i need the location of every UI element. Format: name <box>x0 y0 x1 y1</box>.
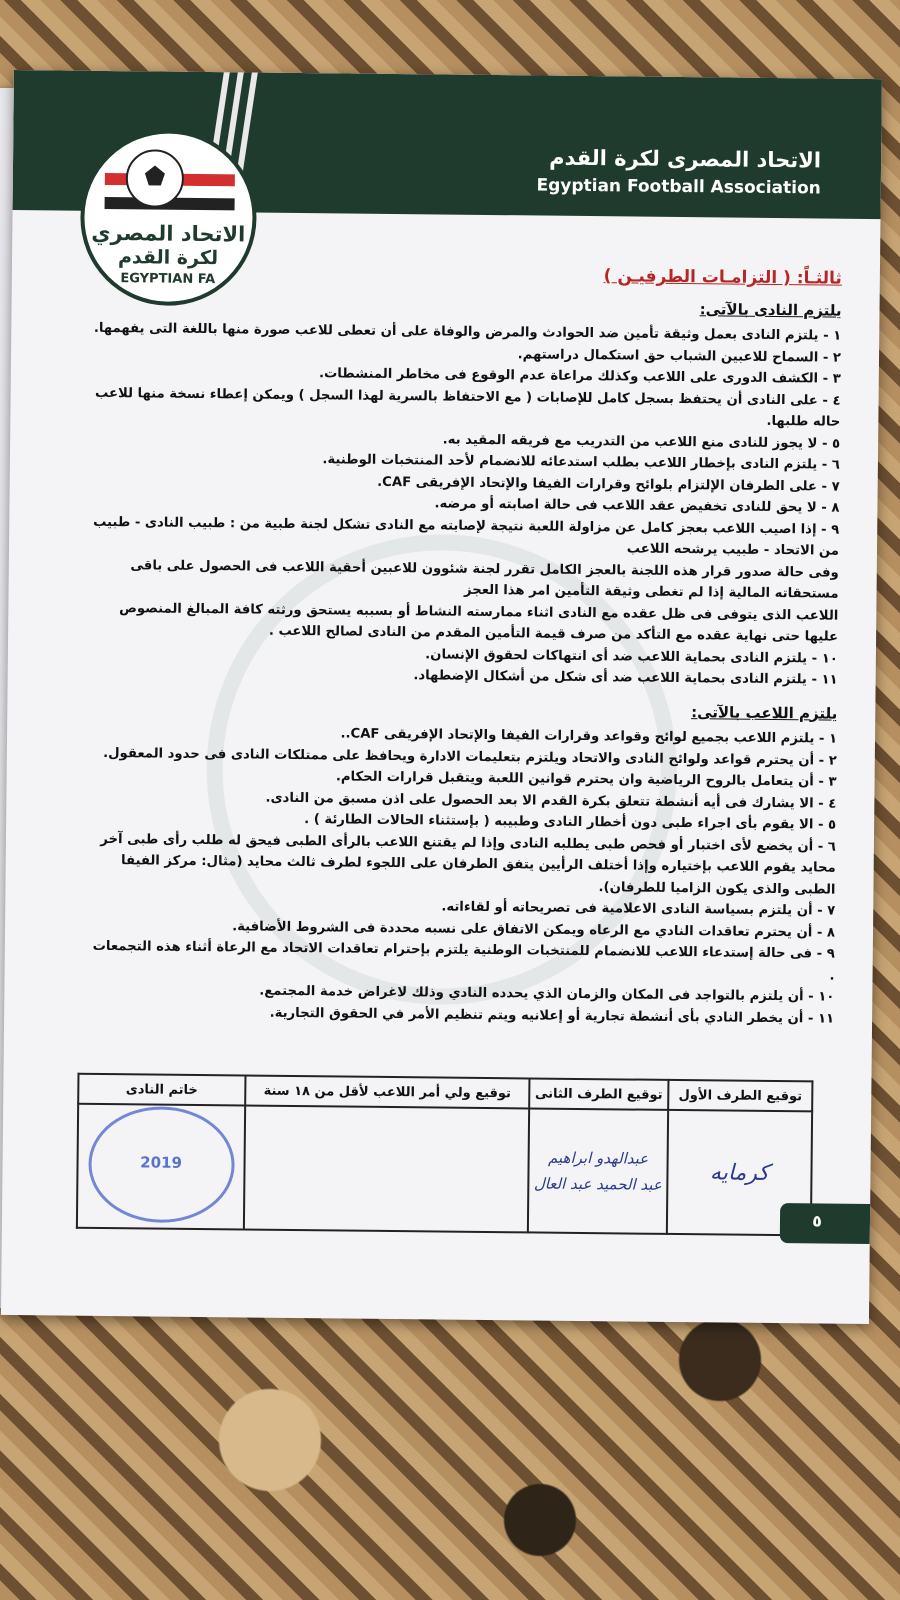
second-party-signature <box>528 1108 668 1233</box>
list-item: ٧ - على الطرفان الإلتزام بلوائح وقرارات الفيفا والإتحاد الإفريقى CAF. <box>377 474 840 495</box>
club-seal-cell <box>77 1104 245 1230</box>
player-obligations-list <box>84 721 837 1030</box>
list-item: ٣ - الكشف الدورى على اللاعب وكذلك مراعاة عدم الوقوع فى مخاطر المنشطات. <box>319 366 841 387</box>
ball-flag-icon <box>84 133 253 225</box>
list-item: ١٠ - أن يلتزم بالتواجد فى المكان والزمان الذي يحدده النادي وذلك لاغراض خدمة المجتمع. <box>259 983 835 1005</box>
logo-text-ar2: لكرة القدم <box>117 246 219 270</box>
club-obligations-title: يلتزم النادى بالآتى: <box>699 299 842 320</box>
list-item: ٦ - يلتزم النادى بإخطار اللاعب بطلب استدعائه للانضمام لأحد المنتخبات الوطنية. <box>322 452 840 473</box>
second-sig-line1: عبدالهدو ابراهيم <box>547 1148 649 1168</box>
logo-text-ar1: الاتحاد المصري <box>91 220 246 247</box>
club-stamp-icon <box>87 1106 234 1224</box>
guardian-signature <box>244 1105 529 1232</box>
list-item: ٤ - على النادى أن يحتفظ بسجل كامل للإصابات ( مع الاحتفاظ بالسرية لهذا السجل ) ويمكن إعطاء نسخة منها للاعب حاله طلبها. <box>94 385 841 430</box>
list-item: وفى حالة صدور قرار هذه اللجنة بالعجز الكامل تقرر لجنة شئوون للاعبين أحقية اللاعب فى الحصول على باقى مستحقاته المالية إذا لم تغطى وثيقة التأمين امر هذا العجز <box>130 557 839 602</box>
list-item: اللاعب الذى يتوفى فى ظل عقده مع النادى اثناء ممارسته النشاط أو بسببه يستحق ورثته كافة المبالغ المنصوص عليها حتى نهاية عقده مع التأكد من صرف قيمة التأمين المقدم من النادى لصالح اللاعب . <box>119 600 839 645</box>
list-item: ١ - يلتزم النادى بعمل وثيقة تأمين ضد الحوادث والمرض والوفاة على أن تعطى للاعب صورة منها باللغة التى يفهمها. <box>93 320 842 344</box>
list-item: ٨ - أن يحترم تعاقدات النادي مع الرعاه ويمكن الاتفاق على نسبه محددة فى الشروط الأضافية. <box>232 918 836 941</box>
list-item: ٩ - فى حالة إستدعاء اللاعب للانضمام للمنتخبات الوطنية يلتزم بإحترام تعاقدات الاتحاد مع الرعاة أثناء هذه التجمعات . <box>92 938 835 984</box>
list-item: ٨ - لا يحق للنادى تخفيض عقد اللاعب فى حالة اصابته أو مرضه. <box>434 496 840 516</box>
list-item: ٦ - أن يخضع لأى اختبار أو فحص طبى يطلبه النادى وإذا لم يقتنع اللاعب بالرأى الطبى فيحق له طلب رأى طبى آخر محايد يقوم اللاعب بإختياره وإذا أختلف الرأيين يتفق الطرفان على اللجوء لطرف ثالث محايد (مثال: مركز الفيفا الطبى والذى يكون الزاميا للطرفان). <box>100 831 836 898</box>
obligations-content <box>84 261 842 1030</box>
list-item: ١١ - أن يخطر النادي بأى أنشطة تجارية أو إعلانيه ويتم تنظيم الأمر في الحقوق التجارية. <box>269 1005 835 1027</box>
first-sig-text: كرمايه <box>709 1159 770 1186</box>
logo-text-en: EGYPTIAN FA <box>120 271 216 288</box>
list-item: ٣ - أن يتعامل بالروح الرياضية وان يحترم قوانين اللعبة ويتقبل قرارات الحكام. <box>335 769 837 790</box>
list-item: ٧ - أن يلتزم بسياسة النادى الاعلامية فى تصريحاته أو لقاءاته. <box>441 899 836 919</box>
footer-bar <box>780 1203 870 1244</box>
list-item: ٥ - الا يقوم بأى اجراء طبى دون أخطار النادى وطبيبه ( بإستثناء الحالات الطارئة ) . <box>304 812 837 833</box>
list-item: ١١ - يلتزم النادى بحماية اللاعب ضد أى شكل من أشكال الإضطهاد. <box>413 668 838 688</box>
player-obligations-title: يلتزم اللاعب بالآتى: <box>691 702 838 723</box>
section-title: ثالثـاً: ( التزامـات الطرفيـن ) <box>603 266 842 289</box>
club-obligations-list <box>88 318 842 691</box>
brand-english: Egyptian Football Association <box>536 175 821 199</box>
list-item: ٤ - الا يشارك فى أيه أنشطة تتعلق بكرة القدم الا بعد الحصول على اذن مسبق من النادى. <box>265 790 837 812</box>
list-item: ١ - يلتزم اللاعب بجميع لوائح وقواعد وقرارات الفيفا والإتحاد الإفريقى CAF.. <box>340 726 838 747</box>
contract-page <box>1 70 882 1324</box>
second-party-header: توقيع الطرف الثانى <box>529 1078 668 1109</box>
first-party-header: توقيع الطرف الأول <box>668 1080 812 1112</box>
stamp-year: 2019 <box>140 1153 183 1172</box>
signature-table <box>76 1073 814 1237</box>
page-number: ٥ <box>812 1211 823 1231</box>
brand-arabic: الاتحاد المصرى لكرة القدم <box>549 145 822 173</box>
list-item: ٢ - أن يحترم قواعد ولوائح النادى والاتحاد ويلتزم بتعليمات الادارة ويحافظ على ممتلكات النادى فى حدود المعقول. <box>103 745 837 769</box>
list-item: ٥ - لا يجوز للنادى منع اللاعب من التدريب مع فريقه المقيد به. <box>442 432 841 452</box>
club-seal-header: خاتم النادى <box>78 1074 245 1106</box>
second-sig-line2: عبد الحميد عبد العال <box>533 1174 662 1194</box>
list-item: ٩ - إذا اصيب اللاعب بعجز كامل عن مزاولة اللعبة نتيجة لإصابته مع النادى تشكل لجنة طبية من : طبيب النادى - طبيب من الاتحاد - طبيب يرشحه اللاعب <box>93 514 840 559</box>
list-item: ٢ - السماح للاعبين الشباب حق استكمال دراستهم. <box>517 346 842 366</box>
list-item: ١٠ - يلتزم النادى بحماية اللاعب ضد أى انتهاكات لحقوق الإنسان. <box>425 646 838 667</box>
guardian-header: توقيع ولي أمر اللاعب لأقل من ١٨ سنة <box>245 1075 529 1108</box>
